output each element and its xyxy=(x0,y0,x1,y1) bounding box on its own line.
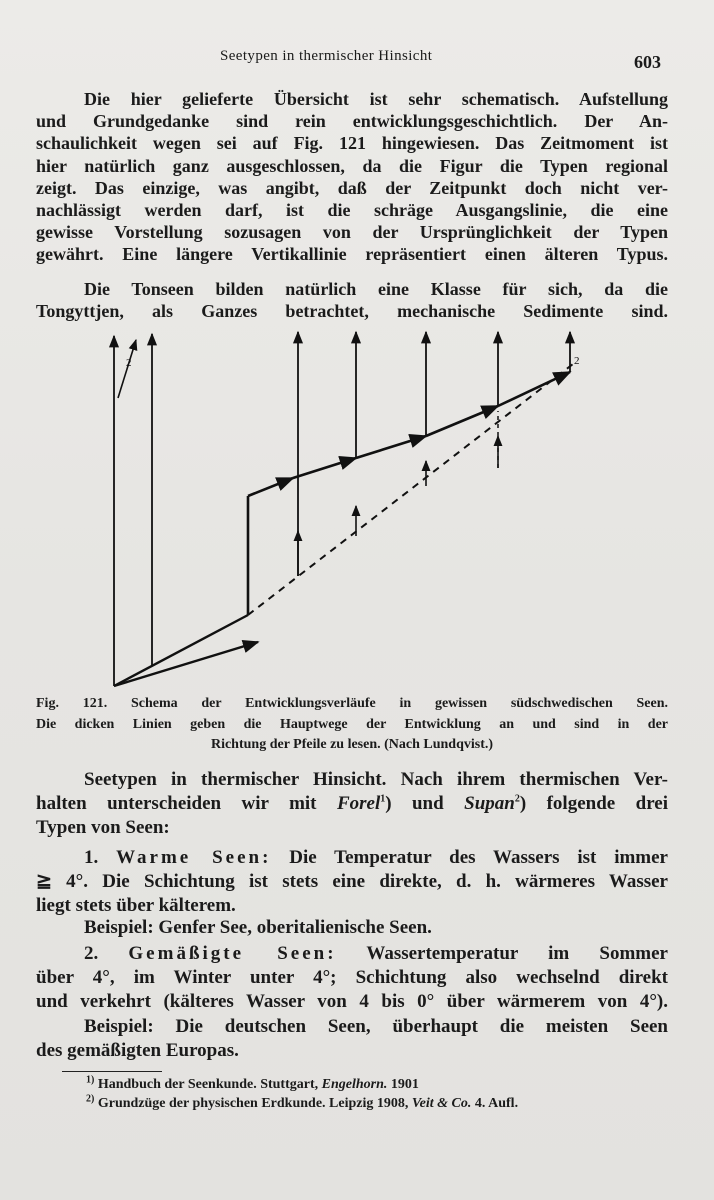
label-2: 2 xyxy=(126,357,132,369)
type-name: Warme Seen: xyxy=(116,847,272,868)
footnote-rule xyxy=(62,1071,162,1072)
page-number: 603 xyxy=(634,52,661,72)
text-line: zeigt. Das einzige, was angibt, daß der Zeitpunkt doch nicht ver- xyxy=(36,177,668,198)
path-segment xyxy=(498,372,570,406)
branch-line xyxy=(118,340,136,398)
text-line: Die Tonseen bilden natürlich eine Klasse für sich, da die xyxy=(84,279,668,299)
dashed-line xyxy=(248,364,573,615)
text-line: 1. Warme Seen: Die Temperatur des Wassers ist immer xyxy=(84,847,668,868)
example-temperate-lakes xyxy=(36,1015,668,1063)
text-line: Typen von Seen: xyxy=(36,817,170,838)
text-line: 2. Gemäßigte Seen: Wassertemperatur im Sommer xyxy=(84,943,668,964)
caption-line: Richtung der Pfeile zu lesen. (Nach Lundqvist.) xyxy=(210,737,494,752)
text-line: Seetypen in thermischer Hinsicht. Nach ihrem thermischen Ver- xyxy=(84,769,669,790)
label-2: 2 xyxy=(574,355,580,367)
text-line: Tongyttjen, als Ganzes betrachtet, mechanische Sedimente sind. xyxy=(36,301,668,322)
footnote-1: $^{1)}$ Handbuch der Seenkunde. Stuttgart, Engelhorn. 1901 xyxy=(86,1074,419,1092)
text-line: und Grundgedanke sind rein entwicklungsgeschichtlich. Der An- xyxy=(36,111,668,132)
text-line: Beispiel: Die deutschen Seen, überhaupt die meisten Seen xyxy=(84,1016,668,1037)
path-segment xyxy=(356,436,426,458)
author-supan: Supan xyxy=(464,793,515,814)
example-warm-lakes xyxy=(36,916,668,940)
text-line: des gemäßigten Europas. xyxy=(36,1040,239,1061)
text-line: Die hier gelieferte Übersicht ist sehr schematisch. Aufstellung xyxy=(84,89,668,109)
section-heading: Seetypen in thermischer Hinsicht. xyxy=(84,769,387,790)
section-intro xyxy=(36,768,668,840)
caption-line: Die dicken Linien geben die Hauptwege der Entwicklung an und sind in der xyxy=(36,716,668,732)
text-line: schaulichkeit wegen sei auf Fig. 121 hingewiesen. Das Zeitmoment ist xyxy=(36,133,668,154)
type-name: Gemäßigte Seen: xyxy=(128,943,337,964)
text-line: und verkehrt (kälteres Wasser von 4 bis 0° über wärmerem von 4°). xyxy=(36,991,668,1012)
running-title: Seetypen in thermischer Hinsicht xyxy=(220,48,433,64)
text-line: hier natürlich ganz ausgeschlossen, da die Figur die Typen regional xyxy=(36,155,668,176)
type-warm-lakes xyxy=(36,846,668,918)
text-line: liegt stets über kälterem. xyxy=(36,895,236,916)
path-segment xyxy=(248,478,293,496)
text-line: gewährt. Eine längere Vertikallinie repräsentiert einen älteren Typus. xyxy=(36,244,668,265)
paragraph-overview xyxy=(36,88,668,266)
paragraph-tonseen xyxy=(36,278,668,322)
author-forel: Forel xyxy=(336,793,381,814)
text-line: ≧ 4°. Die Schichtung ist stets eine direkte, d. h. wärmeres Wasser xyxy=(36,871,668,892)
footnote-2: $^{2)}$ Grundzüge der physischen Erdkunde. Leipzig 1908, Veit & Co. 4. Aufl. xyxy=(86,1093,519,1111)
type-temperate-lakes xyxy=(36,942,668,1014)
text-line: über 4°, im Winter unter 4°; Schichtung also wechselnd direkt xyxy=(36,967,668,988)
figure-caption xyxy=(36,694,668,756)
base-line xyxy=(248,615,258,642)
figure-121-diagram xyxy=(108,326,608,688)
text-line: nachlässigt werden darf, ist die schräge Ausgangslinie, die eine xyxy=(36,200,668,221)
caption-line: Fig. 121. Schema der Entwicklungsverläufe in gewissen südschwedischen Seen. xyxy=(36,696,668,711)
text-line: gewisse Vorstellung sozusagen von der Ursprünglichkeit der Typen xyxy=(36,222,668,243)
text-line: halten unterscheiden wir mit Forel$^1$) und Supan$^2$) folgende drei xyxy=(36,793,669,814)
path-segment xyxy=(293,458,356,478)
text-line: Beispiel: Genfer See, oberitalienische Seen. xyxy=(84,917,432,938)
